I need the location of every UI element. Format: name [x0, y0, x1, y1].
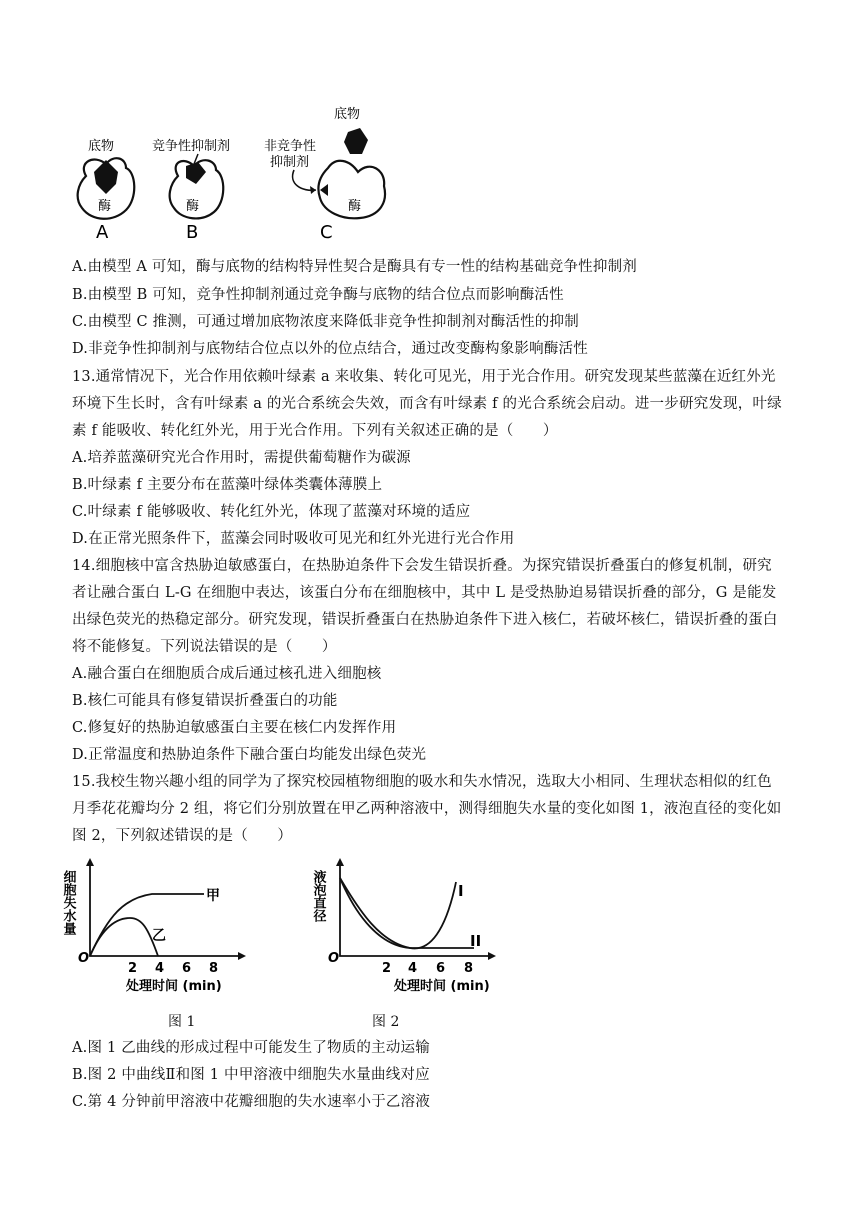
q13-option-d: D.在正常光照条件下，蓝藻会同时吸收可见光和红外光进行光合作用	[72, 531, 515, 547]
fig2-xlabel: 处理时间 (min)	[394, 979, 490, 994]
fig1-xlabel: 处理时间 (min)	[126, 979, 222, 994]
q14-stem-line-2: 者让融合蛋白 L-G 在细胞中表达，该蛋白分布在细胞核中，其中 L 是受热胁迫易错误折叠的部分，G 是能发	[72, 585, 777, 601]
q15-option-b: B.图 2 中曲线Ⅱ和图 1 中甲溶液中细胞失水量曲线对应	[72, 1067, 430, 1083]
fig2-series-2-label: II	[470, 932, 482, 950]
figure-2-vacuole-diameter	[310, 856, 510, 994]
fig2-ylabel: 液泡直径	[310, 870, 326, 922]
q12-option-c: C.由模型 C 推测，可通过增加底物浓度来降低非竞争性抑制剂对酶活性的抑制	[72, 314, 579, 330]
enzyme-model-figure	[66, 98, 396, 246]
q13-stem-line-2: 环境下生长时，含有叶绿素 a 的光合系统会失效，而含有叶绿素 f 的光合系统会启动。进一步研究发现，叶绿	[72, 396, 782, 412]
model-c-letter: C	[320, 222, 333, 243]
q15-stem-line-1: 15.我校生物兴趣小组的同学为了探究校园植物细胞的吸水和失水情况，选取大小相同、生理状态相似的红色	[72, 774, 772, 790]
q14-option-d: D.正常温度和热胁迫条件下融合蛋白均能发出绿色荧光	[72, 747, 427, 763]
q14-stem-line-1: 14.细胞核中富含热胁迫敏感蛋白，在热胁迫条件下会发生错误折叠。为探究错误折叠蛋白的修复机制，研究	[72, 558, 772, 574]
q15-option-c: C.第 4 分钟前甲溶液中花瓣细胞的失水速率小于乙溶液	[72, 1094, 431, 1110]
fig1-series-jia-label: 甲	[206, 888, 220, 904]
fig1-origin: O	[78, 951, 90, 966]
model-a-substrate-label: 底物	[88, 139, 115, 154]
q13-option-b: B.叶绿素 f 主要分布在蓝藻叶绿体类囊体薄膜上	[72, 477, 383, 493]
q14-option-c: C.修复好的热胁迫敏感蛋白主要在核仁内发挥作用	[72, 720, 397, 736]
q13-option-a: A.培养蓝藻研究光合作用时，需提供葡萄糖作为碳源	[72, 450, 411, 466]
model-a-letter: A	[96, 222, 109, 243]
fig1-tick-6: 6	[182, 961, 192, 976]
fig2-curve-1	[340, 878, 456, 948]
q14-option-b: B.核仁可能具有修复错误折叠蛋白的功能	[72, 693, 338, 709]
model-a-enzyme-label: 酶	[98, 199, 112, 214]
q12-option-d: D.非竞争性抑制剂与底物结合位点以外的位点结合，通过改变酶构象影响酶活性	[72, 341, 588, 357]
fig1-curve-jia	[90, 894, 204, 956]
model-c-enzyme-label: 酶	[348, 199, 362, 214]
model-b-enzyme-label: 酶	[186, 199, 200, 214]
figure-1-water-loss	[60, 856, 268, 994]
fig1-ylabel: 细胞失水量	[60, 870, 76, 935]
fig1-tick-2: 2	[128, 961, 138, 976]
model-b-inhibitor-label: 竞争性抑制剂	[152, 139, 231, 154]
q15-stem-line-2: 月季花花瓣均分 2 组，将它们分别放置在甲乙两种溶液中，测得细胞失水量的变化如图 1，液泡直径的变化如	[72, 801, 782, 817]
q13-stem-line-1: 13.通常情况下，光合作用依赖叶绿素 a 来收集、转化可见光，用于光合作用。研究发现某些蓝藻在近红外光	[72, 369, 776, 385]
fig1-series-yi-label: 乙	[152, 928, 166, 944]
fig1-curve-yi	[90, 918, 158, 956]
q12-option-a: A.由模型 A 可知，酶与底物的结构特异性契合是酶具有专一性的结构基础竞争性抑制剂	[72, 259, 637, 275]
model-a	[78, 138, 135, 243]
q14-option-a: A.融合蛋白在细胞质合成后通过核孔进入细胞核	[72, 666, 382, 682]
fig2-tick-8: 8	[464, 961, 474, 976]
fig2-tick-2: 2	[382, 961, 392, 976]
fig1-caption: 图 1	[168, 1014, 196, 1030]
model-c-substrate-label: 底物	[334, 107, 361, 122]
fig1-tick-4: 4	[155, 961, 165, 976]
model-c-inhibitor-label-2: 抑制剂	[270, 155, 310, 170]
q15-stem-line-3: 图 2，下列叙述错误的是（ ）	[72, 828, 293, 844]
q13-option-c: C.叶绿素 f 能够吸收、转化红外光，体现了蓝藻对环境的适应	[72, 504, 471, 520]
fig2-series-1-label: I	[458, 882, 464, 900]
fig1-tick-8: 8	[209, 961, 219, 976]
model-b-letter: B	[186, 222, 199, 243]
fig2-caption: 图 2	[372, 1014, 400, 1030]
fig2-origin: O	[328, 951, 340, 966]
q15-option-a: A.图 1 乙曲线的形成过程中可能发生了物质的主动运输	[72, 1040, 430, 1056]
q12-option-b: B.由模型 B 可知，竞争性抑制剂通过竞争酶与底物的结合位点而影响酶活性	[72, 287, 564, 303]
q13-stem-line-3: 素 f 能吸收、转化红外光，用于光合作用。下列有关叙述正确的是（ ）	[72, 423, 558, 439]
fig2-tick-6: 6	[436, 961, 446, 976]
fig2-tick-4: 4	[408, 961, 418, 976]
q14-stem-line-3: 出绿色荧光的热稳定部分。研究发现，错误折叠蛋白在热胁迫条件下进入核仁，若破坏核仁，错误折叠的蛋白	[72, 612, 778, 628]
model-c-inhibitor-label-1: 非竞争性	[264, 139, 317, 154]
q14-stem-line-4: 将不能修复。下列说法错误的是（ ）	[72, 639, 337, 655]
model-b	[152, 138, 230, 243]
model-c	[264, 106, 385, 243]
